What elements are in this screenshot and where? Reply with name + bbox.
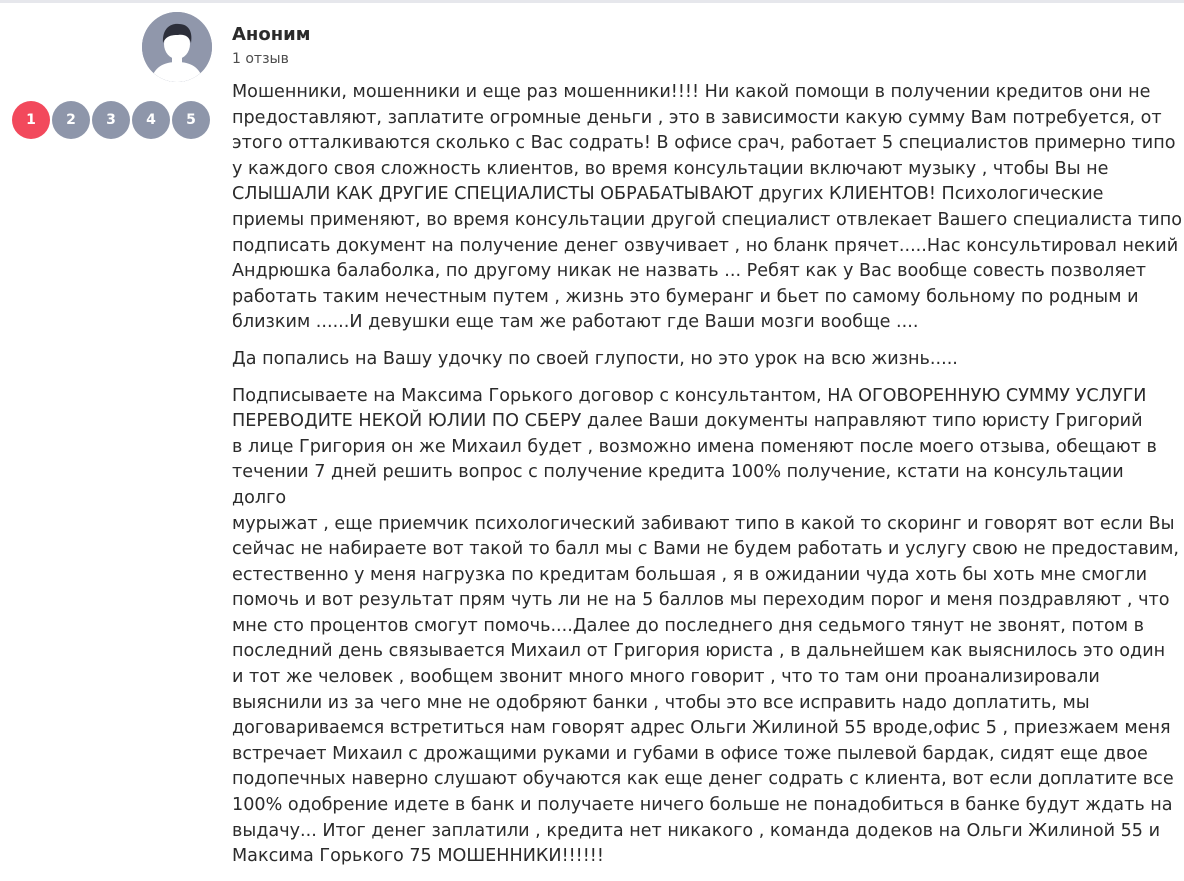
top-divider <box>0 0 1184 3</box>
author-reviews-count: 1 отзыв <box>232 51 289 67</box>
review-text <box>232 80 1182 881</box>
rating-dot-4: 4 <box>132 101 170 139</box>
review-paragraph: Мошенники, мошенники и еще раз мошенники!!!! Ни какой помощи в получении кредитов они не предоставляют, заплатите огромные деньги , это в зависимости какую сумму Вам потребуется, от этого отталкиваются сколько с Вас содрать! В офисе срач, работает 5 специалистов примерно типо у каждого своя сложность клиентов, во время консультации включают музыку , чтобы Вы не СЛЫШАЛИ КАК ДРУГИЕ СПЕЦИАЛИСТЫ ОБРАБАТЫВАЮТ других КЛИЕНТОВ! Психологические приемы применяют, во время консультации другой специалист отвлекает Вашего специалиста типо подписать документ на получение денег озвучивает , но бланк прячет.....Нас консультировал некий Андрюшка балаболка, по другому никак не назвать ... Ребят как у Вас вообще совесть позволяет работать таким нечестным путем , жизнь это бумеранг и бьет по самому больному по родным и близким ......И девушки еще там же работают где Ваши мозги вообще .... <box>232 82 1182 333</box>
rating-dot-5: 5 <box>172 101 210 139</box>
rating-scale <box>12 101 210 139</box>
rating-dot-3: 3 <box>92 101 130 139</box>
review-paragraph: Да попались на Вашу удочку по своей глупости, но это урок на всю жизнь..... <box>232 348 958 369</box>
review-paragraph: Подписываете на Максима Горького договор с консультантом, НА ОГОВОРЕННУЮ СУММУ УСЛУГИ ПЕРЕВОДИТЕ НЕКОЙ ЮЛИИ ПО СБЕРУ далее Ваши документы направляют типо юристу Григорий в лице Григория он же Михаил будет , возможно имена поменяют после моего отзыва, обещают в течении 7 дней решить вопрос с получение кредита 100% получение, кстати на консультации долго мурыжат , еще приемчик психологический забивают типо в какой то скоринг и говорят вот если Вы сейчас не набираете вот такой то балл мы с Вами не будем работать и услугу свою не предоставим, естественно у меня нагрузка по кредитам большая , я в ожидании чуда хоть бы хоть мне смогли помочь и вот результат прям чуть ли не на 5 баллов мы переходим порог и меня поздравляют , что мне сто процентов смогут помочь....Далее до последнего дня седьмого тянут не звонят, потом в последний день связывается Михаил от Григория юриста , в дальнейшем как выяснилось это один и тот же человек , вообщем звонит много много говорит , что то там они проанализировали выяснили из за чего мне не одобряют банки , чтобы это все исправить надо доплатить, мы договариваемся встретиться нам говорят адрес Ольги Жилиной 55 вроде,офис 5 , приезжаем меня встречает Михаил с дрожащими руками и губами в офисе тоже пылевой бардак, сидят еще двое подопечных наверно слушают обучаются как еще денег содрать с клиента, вот если доплатите все 100% одобрение идете в банк и получаете ничего больше не понадобиться в банке будут ждать на выдачу... Итог денег заплатили , кредита нет никакого , команда додеков на Ольги Жилиной 55 и Максима Горького 75 МОШЕННИКИ!!!!!! <box>232 385 1179 867</box>
avatar[interactable] <box>142 12 212 82</box>
rating-dot-1: 1 <box>12 101 50 139</box>
rating-dot-2: 2 <box>52 101 90 139</box>
default-user-avatar-icon <box>142 12 212 82</box>
author-name[interactable]: Аноним <box>232 24 311 45</box>
